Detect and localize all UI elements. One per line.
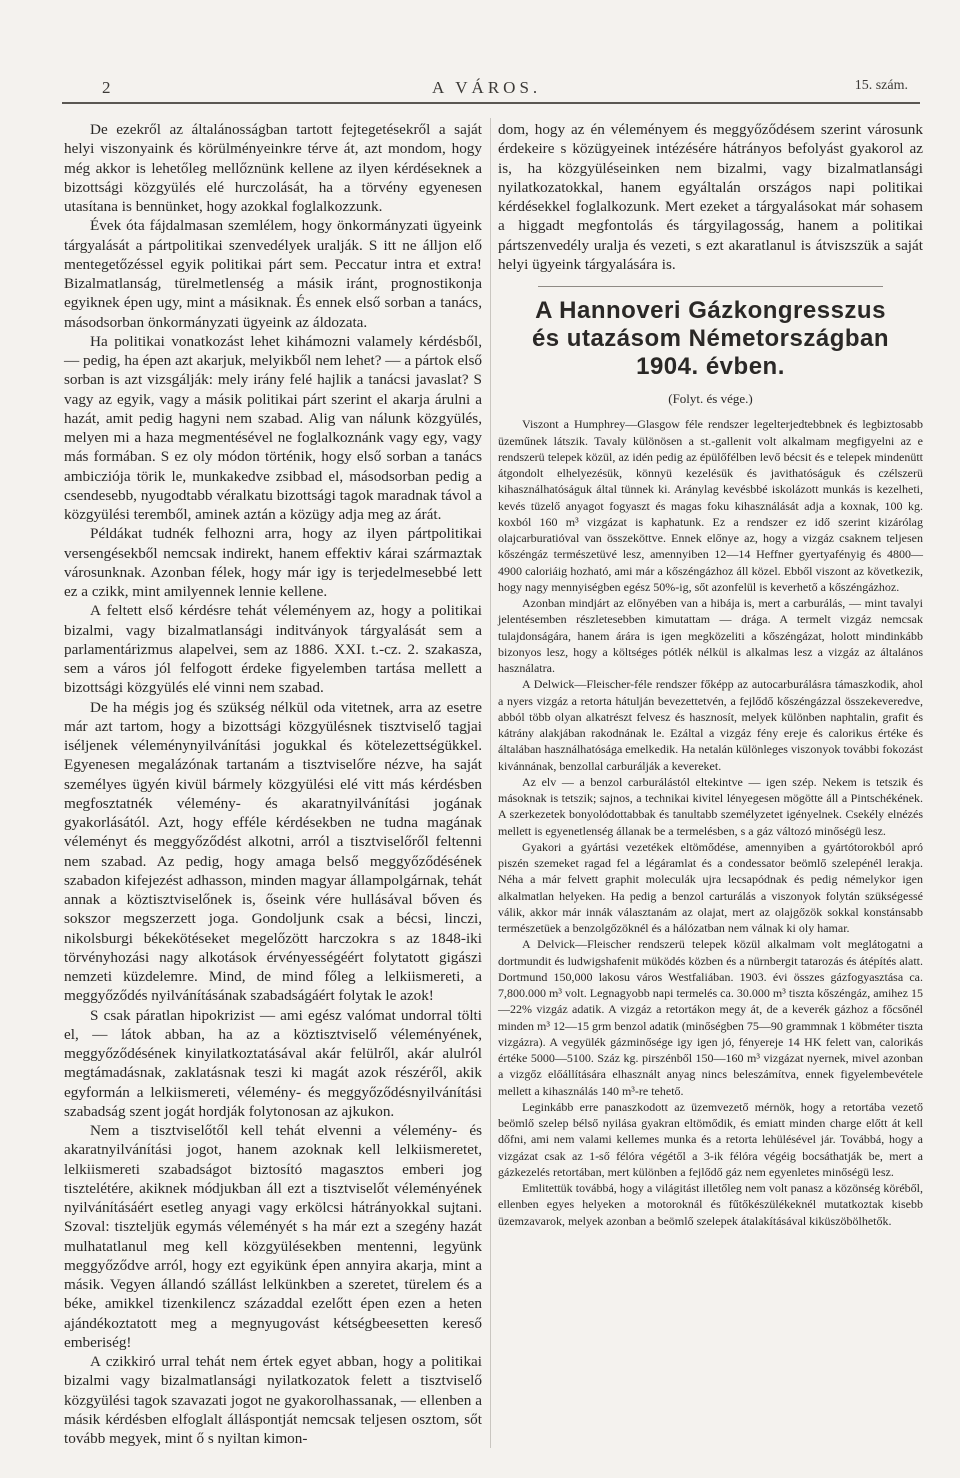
left-column [64,120,482,1448]
paragraph: A czikkiró urral tehát nem értek egyet abban, hogy a politikai bizalmi vagy bizalmatlansági nyilatkozatok felett a tisztviselő közgyülési tagok szavazati jogot ne gyakorolhassanak, — ellenben a másik kérdésben elfoglalt álláspontját nemcsak teljesen osztom, sőt tovább megyek, mint ő s nyiltan kimon- [64,1353,482,1447]
paragraph: De ezekről az általánosságban tartott fejtegetésekről a saját helyi viszonyaink és körülményeinkre térve át, azt mondom, hogy még akkor is lehetőleg mellőznünk kellene az ilyen kérdéseknek a bizottsági közgyülés elé hurczolását, ha a törvény egyenesen utasítana is bennünket, hogy azokkal foglalkozzunk. [64,121,482,215]
paragraph: A Delwick—Fleischer-féle rendszer főképp az autocarburálásra támaszkodik, ahol a nyers vizgáz a retorta hátulján bevezettetvén, a fejlődő kőszéngázzal összekeveredve, abból több olyan alkatrészt felvesz és hasznosít, melyek különben naphtalin, grafit és kátrány alakjában rakodnának le. Ezáltal a vizgáz fény ereje és calorikus értéke és általában használhatósága emelkedik. Ha netalán különleges viszonyok további fokozást kivánnának, benzollal carburálják a kevereket. [498,677,923,773]
column-divider [490,118,491,1448]
header-rule [62,102,920,104]
paragraph: Emlitettük továbbá, hogy a világitást illetőleg nem volt panasz a közönség köréből, ellenben egyes helyeken a motoroknál és fűtőkészülékeknél mutatkoztak kisebb üzemzavarok, melyek azonban a beömlő szelepek átalakításával kiküszöbölhetők. [498,1181,923,1228]
paragraph: A Delvick—Fleischer rendszerü telepek közül alkalmam volt meglátogatni a dortmundit és ludwigshafenit müködés közben és a nürnbergit tatarozás és átépítés alatt. Dortmund 150,000 lakosu város Westfaliában. 1903. évi összes gázfogyasztása ca. 7,800.000 m³ volt. Legnagyobb napi termelés ca. 30.000 m³ tiszta kőszéngáz, amihez 15—22% vizgáz adatik. A vizgáz a retortákon megy át, de a keverék gázhoz a főcsőnél minden m³ 12—15 grm benzol adatik (minőségben 75—90 grammnak 1 köbméter tiszta vizgázra). A vegyülék gázminősége igy igen jó, fényereje 14 HK felett van, calorikás értéke 5000—5100. Száz kg. pirszénből 150—160 m³ vizgázat nyernek, mivel azonban a vizgőz előállítására elhasznált anyag nincs beleszámítva, ennek figyelembevétele mellett a kihasználás 140 m³-re tehető. [498,937,923,1098]
heading-line: és utazásom Németországban [531,325,890,352]
paragraph: Gyakori a gyártási vezetékek eltömődése, amennyiben a gyártótorokból apró piszén szemeket ragad fel a légáramlat és a condessator beömlő szelepénél lerakja. Néha a már felvett graphit moleculák ujra lecsapódnak és pedig némelykor igen alkalmatlan helyeken. Ha pedig a benzol carturálás a viszonyok folytán szükségessé válik, akkor már innák választanám az olajat, mert az olajgőzök sokkal konstánsabb természetüek a benzolgőzöknél és a hálózatban nem válnak ki oly hamar. [498,839,923,935]
paragraph: dom, hogy az én véleményem és meggyőződésem szerint városunk érdekeire s közügyeinek intézésére hátrányos befolyást gyakorol az is, ha közgyüléseinken nem bizalmi, vagy bizalmatlansági nyilatkozatokkal, hanem egyáltalán országos napi politikai kérdésekkel foglalkozunk. Mert ezeket a tárgyalásokat már sohasem a higgadt megfontolás és tárgyilagosság, hanem a politikai pártszenvedély uralja és vezeti, s ezt akaratlanul is átviszszük a saját helyi ügyeink tárgyalására is. [498,121,923,273]
newspaper-title: A VÁROS. [432,78,542,97]
page-header [62,78,920,104]
right-column [498,120,923,1229]
paragraph: Leginkább erre panaszkodott az üzemvezető mérnök, hogy a retortába vezető beömlő szelep bélső nyilása gyakran eltömődik, és emiatt minden charge előtt át kell dőfni, ami nem valami kellemes munka és a retorta lehülésével jár. Továbbá, hogy a vizgázat csak az 1-ső félóra végétől a 3-ik félóra végéig bocsáthatják be, mert a gázkezelés retortában, mert különben a fejlődő gáz nem egyenletes minőségü lesz. [498,1099,923,1179]
paragraph: Példákat tudnék felhozni arra, hogy az ilyen pártpolitikai versengésekből nemcsak indirekt, hanem effektiv kárai származtak városunknak. Azonban félek, hogy már igy is terjedelmesebbé lett ez a czikk, mint amilyennek lennie kellene. [64,525,482,600]
paragraph: S csak páratlan hipokrizist — ami egész valómat undorral tölti el, — látok abban, ha az a köztisztviselő véleményének, meggyőződésének kinyilatkoztatásával akár felülről, akár alulról megtámadásnak, zaklatásnak teszi ki magát azok részéről, akik egyformán a lelkiismereti, vélemény- és meggyőződésnyilvánítási szabadság szent jogát hordják folytonosan az ajkukon. [64,1006,482,1120]
issue-number: 15. szám. [854,78,908,93]
paragraph: Az elv — a benzol carburálástól eltekintve — igen szép. Nekem is tetszik és másoknak is tetszik; sajnos, a technikai kivitel lényegesen mögötte áll a Pintschékének. A szerkezetek bonyolódottabbak és tanultabb személyzetet igényelnek. Csekély elnézés mellett is egyenetlenség állanak be a termelésben, s a gáz változó minőségü lesz. [498,774,923,838]
intro-section [498,120,923,274]
page-number: 2 [102,78,111,97]
paragraph: A feltett első kérdésre tehát véleményem az, hogy a politikai bizalmi, vagy bizalmatlansági inditványok tárgyalását sem a parlamentárizmus alapelvei, sem az 1886. XXI. t.-cz. 2. szakasza, sem a város jól felfogott érdeke figyelemben tartása mellett a bizottsági közgyülés elé vinni nem szabad. [64,602,482,697]
paragraph: Nem a tisztviselőtől kell tehát elvenni a vélemény- és akaratnyilvánítási jogot, hanem azoknak kell lelkiismeretet, lelkiismereti szabadságot biztosító magasztos emberi jog tisztelétére, akiknek módjukban áll ezt a tisztviselőt véleményének nyilvánításáért esetleg anyagi vagy erkölcsi hátrányokkal sujtani. Szoval: tiszteljük egymás véleményét s ha már ezt a szegény hazát mulhatatlanul meg kell közgyülésekben mentenni, legyünk meggyőződve arról, hogy ezt egyikünk épen annyira akarja, mint a másik. Vegyen állandó szállást lelkünkben a szeretet, türelem és a béke, amikkel tizenkilencz századdal ezelőtt épen ezen a heten ajándékoztatott meg a megnyugovást kétségbeesetten kereső emberiség! [64,1122,482,1351]
section-separator [538,286,883,287]
article-body [498,416,923,1229]
paragraph: Azonban mindjárt az előnyében van a hibája is, mert a carburálás, — mint tavalyi jelentésemben részletesebben kimutattam — drága. A termelt vizgáz nemcsak tulajdonságára, hanem árára is igen megközeliti a kőszéngázat, holott mindinkább bizonyos lesz, hogy a költséges pótlék nélkül is alkalmas lesz a vizgáz az általános használatra. [498,596,923,675]
paragraph: Ha politikai vonatkozást lehet kihámozni valamely kérdésből, — pedig, ha épen azt akarjuk, melyikből nem lehet? — a pártok első sorban is azt vizsgálják: mely irány felé hajlik a tanácsi javaslat? S vagy az egyik, vagy a másik politikai párt szerint el akarja árulni a hazát, amit pedig hagyni nem szabad. Alig van nálunk közgyülés, melyen mi a haza megmentésével ne foglalkoznánk vagy egy, vagy más formában. S ez oly módon történik, hogy első sorban a tanács ambicziója törik le, munkakedve zsibbad el, másodsorban pedig a csendesebb, nyugodtabb véralkatu bizottsági tagok maradnak távol a közgyülési teremből, aminek aztán a közügy adja meg az árát. [64,332,482,523]
paragraph: De ha mégis jog és szükség nélkül oda vitetnek, arra az esetre már azt tartom, hogy a bizottsági közgyülésnek tisztviselő tagjai iséljenek véleménynyilvánítási jogukkal és kötelezettségükkel. Egyenesen megalázónak tartanám a tisztviselőre nézve, ha saját személyes ügyén kivül bármely közgyülési elé vitt más kérdésben megfosztatnék vélemény- és akaratnyilvánítási jogának gyakorlásától. Azt, hogy efféle kérdésekben ne tudna magának véleményt és meggyőződést alkotni, arról a tisztviselőről feltenni nem szabad. Az pedig, hogy amaga belső meggyőződésének szabadon kifejezést adhasson, minden magyar állampolgárnak, tehát annak a köztisztviselőnek is, őseink vére hullásával bőven és sokszor megszerzett joga. Gondoljunk csak a bécsi, linczi, nikolsburgi békekötéseket megelőzött harczokra s az 1848-iki törvényhozási nagy alkotások érvényességéért folytatott gigászi nemzeti küzdelemre. Mind, de mind főleg a lelkiismereti, a meggyőződés nyilvánításának szabadságáért folytak le azok! [64,698,482,1005]
heading-line: 1904. évben. [636,353,785,380]
article-heading [498,297,923,381]
paragraph: Viszont a Humphrey—Glasgow féle rendszer legelterjedtebbnek és legbiztosabb üzeműnek látszik. Tavaly különösen a st.-gallenit volt alkalmam megfigyelni az e rendszerü telepek közül, az idén pedig az épülőfélben levő bécsit és e telepek mindenütt átgondolt elhelyezésük, könnyü kezelésük és javithatóságuk és czélszerü kihasználhatóságuk által tünnek ki. Aránylag kevésbbé iskolázott munkás is kezelheti, kevés tüzelő anyagot fogyaszt és magas foku kihasználását adja a koxnak, 100 kg. koxból 160 m³ vizgázat is kaphatunk. Ez a rendszer ez idő szerint kizárólag olajcarburatióval van összeköttve. Ennek előnye az, hogy a vizgáz csaknem teljesen kőszéngáz természetüvé lesz, amennyiben 12—14 Heffner gyertyafényig és 4800—4900 caloriáig hozható, ami már a kőszéngázhoz áll közel. Ebből viszont az következik, hogy nagy mennyiségben egész 50%-ig, sőt azonfelül is keverhető a kőszéngázhoz. [498,417,923,594]
continuation-note: (Folyt. és vége.) [668,391,753,406]
heading-line: A Hannoveri Gázkongresszus [535,297,886,324]
paragraph: Évek óta fájdalmasan szemlélem, hogy önkormányzati ügyeink tárgyalását a pártpolitikai szenvedélyek uralják. S itt ne álljon elő mentegetőzéssel egyik politikai párt sem. Peccatur intra et extra! Bizalmatlanság, türelmetlenség a másik iránt, prognostikonja egyiknek épen ugy, mint a másiknak. És ennek első sorban a tanács, másodsorban önkormányzati ügyeink az áldozata. [64,217,482,331]
